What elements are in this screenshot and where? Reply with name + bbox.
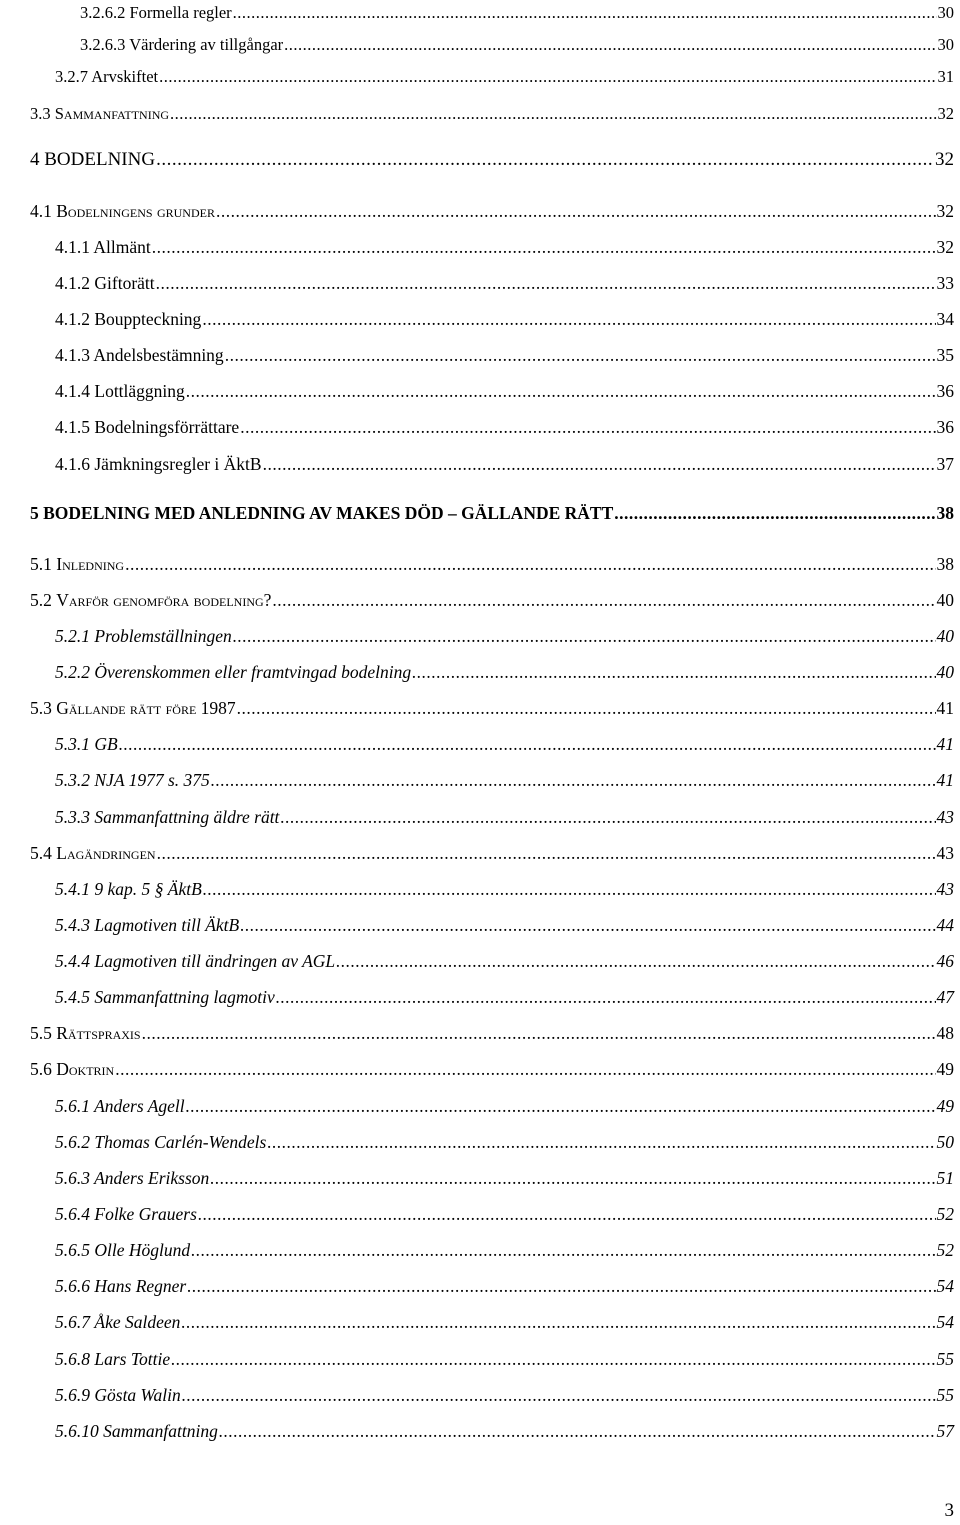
toc-page: 34	[936, 309, 954, 329]
toc-entry[interactable]	[55, 950, 954, 972]
leader-dots	[171, 1348, 935, 1370]
toc-number: 4.1.6	[55, 454, 90, 474]
toc-page: 32	[936, 237, 954, 257]
toc-number: 5.6.3	[55, 1168, 90, 1188]
leader-dots	[272, 589, 935, 611]
toc-page: 36	[936, 417, 954, 437]
leader-dots	[412, 661, 935, 683]
toc-title: Olle Höglund	[94, 1240, 191, 1260]
toc-number: 5.3.3	[55, 807, 90, 827]
toc-page: 55	[936, 1385, 954, 1405]
toc-page: 41	[936, 770, 954, 790]
toc-page: 33	[936, 273, 954, 293]
toc-entry[interactable]	[30, 1058, 954, 1080]
toc-number: 5.4.3	[55, 915, 90, 935]
toc-entry[interactable]	[55, 66, 954, 88]
toc-entry[interactable]	[55, 1311, 954, 1333]
toc-number: 5.6.4	[55, 1204, 90, 1224]
toc-number: 5.5	[30, 1023, 52, 1043]
toc-number: 5.6.5	[55, 1240, 90, 1260]
leader-dots	[152, 236, 936, 258]
leader-dots	[211, 769, 936, 791]
toc-title: Allmänt	[93, 237, 151, 257]
toc-page: 49	[936, 1059, 954, 1079]
toc-page: 50	[936, 1132, 954, 1152]
toc-entry[interactable]	[55, 1420, 954, 1442]
toc-page: 40	[936, 626, 954, 646]
toc-title: Arvskiftet	[91, 67, 159, 86]
leader-dots	[182, 1384, 936, 1406]
toc-page: 43	[936, 843, 954, 863]
toc-title: Thomas Carlén-Wendels	[94, 1132, 267, 1152]
toc-title: Lottläggning	[94, 381, 185, 401]
toc-page: 41	[936, 698, 954, 718]
page-number: 3	[944, 1500, 954, 1521]
leader-dots	[198, 1203, 936, 1225]
leader-dots	[186, 380, 936, 402]
toc-page: 37	[936, 454, 954, 474]
toc-title: Inledning	[56, 554, 125, 574]
leader-dots	[125, 553, 935, 575]
toc-entry[interactable]	[55, 1384, 954, 1406]
toc-number: 5.4	[30, 843, 52, 863]
toc-title: Gösta Walin	[94, 1385, 181, 1405]
toc-title: Bodelningens grunder	[56, 201, 215, 221]
toc-entry[interactable]	[55, 236, 954, 258]
toc-page: 46	[936, 951, 954, 971]
leader-dots	[614, 502, 935, 524]
toc-page: 32	[937, 104, 954, 123]
toc-entry[interactable]	[55, 1239, 954, 1261]
toc-page: 43	[936, 879, 954, 899]
toc-page: 57	[936, 1421, 954, 1441]
toc-page: 55	[936, 1349, 954, 1369]
toc-page: 32	[935, 149, 954, 170]
toc-entry[interactable]	[55, 914, 954, 936]
leader-dots	[191, 1239, 935, 1261]
toc-title: Rättspraxis	[56, 1023, 141, 1043]
toc-number: 5.4.4	[55, 951, 90, 971]
toc-number: 5.2	[30, 590, 52, 610]
leader-dots	[156, 272, 936, 294]
leader-dots	[187, 1275, 935, 1297]
toc-title: Formella regler	[129, 3, 232, 22]
toc-entry[interactable]	[80, 34, 954, 56]
toc-entry[interactable]	[30, 149, 954, 171]
toc-title: Gällande rätt före 1987	[56, 698, 236, 718]
toc-page: 51	[936, 1168, 954, 1188]
toc-number: 5.6.9	[55, 1385, 90, 1405]
toc-number: 5	[30, 503, 39, 523]
toc-title: Sammanfattning lagmotiv	[94, 987, 275, 1007]
toc-number: 5.3.1	[55, 734, 90, 754]
toc-entry[interactable]	[55, 625, 954, 647]
toc-page: 54	[936, 1312, 954, 1332]
toc-number: 5.6.2	[55, 1132, 90, 1152]
toc-title: NJA 1977 s. 375	[94, 770, 210, 790]
toc-number: 4.1.3	[55, 345, 90, 365]
toc-entry[interactable]	[30, 589, 954, 611]
leader-dots	[267, 1131, 935, 1153]
toc-entry[interactable]	[30, 502, 954, 524]
toc-title: Lars Tottie	[94, 1349, 171, 1369]
toc-number: 3.3	[30, 104, 51, 123]
leader-dots	[119, 733, 936, 755]
toc-title: Jämkningsregler i ÄktB	[94, 454, 262, 474]
toc-page: 41	[936, 734, 954, 754]
toc-page: 30	[937, 35, 954, 54]
toc-page: 43	[936, 807, 954, 827]
toc-title: 9 kap. 5 § ÄktB	[94, 879, 202, 899]
toc-page: 40	[936, 590, 954, 610]
leader-dots	[210, 1167, 935, 1189]
toc-entry[interactable]	[55, 1167, 954, 1189]
toc-entry[interactable]	[55, 806, 954, 828]
toc-page: 47	[936, 987, 954, 1007]
leader-dots	[203, 878, 936, 900]
toc-number: 3.2.6.3	[80, 35, 126, 54]
toc-number: 4.1.2	[55, 309, 90, 329]
toc-title: Bouppteckning	[94, 309, 202, 329]
toc-number: 4.1.1	[55, 237, 90, 257]
toc-page: 38	[936, 503, 954, 523]
toc-number: 5.6	[30, 1059, 52, 1079]
toc-number: 4	[30, 149, 40, 170]
toc-title: BODELNING MED ANLEDNING AV MAKES DÖD – GÄLLANDE RÄTT	[43, 503, 614, 523]
toc-entry[interactable]	[80, 2, 954, 24]
toc-number: 3.2.7	[55, 67, 88, 86]
toc-entry[interactable]	[30, 697, 954, 719]
leader-dots	[159, 66, 936, 88]
toc-title: Lagmotiven till ÄktB	[94, 915, 240, 935]
toc-number: 5.4.1	[55, 879, 90, 899]
toc-number: 4.1.5	[55, 417, 90, 437]
toc-number: 5.4.5	[55, 987, 90, 1007]
leader-dots	[233, 2, 937, 24]
toc-entry[interactable]	[30, 1022, 954, 1044]
toc-page: 48	[936, 1023, 954, 1043]
toc-entry[interactable]	[55, 986, 954, 1008]
leader-dots	[216, 200, 936, 222]
leader-dots	[284, 34, 936, 56]
toc-title: Hans Regner	[94, 1276, 187, 1296]
toc-entry[interactable]	[55, 1348, 954, 1370]
leader-dots	[156, 149, 934, 171]
toc-entry[interactable]	[55, 1275, 954, 1297]
leader-dots	[115, 1058, 935, 1080]
leader-dots	[240, 914, 935, 936]
toc-page: 54	[936, 1276, 954, 1296]
toc-title: Sammanfattning	[54, 104, 170, 123]
toc-title: Överenskommen eller framtvingad bodelning	[94, 662, 412, 682]
toc-entry[interactable]	[55, 308, 954, 330]
toc-title: Anders Agell	[94, 1096, 185, 1116]
toc-title: Problemställningen	[94, 626, 232, 646]
leader-dots	[186, 1095, 936, 1117]
toc-title: Giftorätt	[94, 273, 155, 293]
toc-entry[interactable]	[30, 103, 954, 125]
toc-number: 5.6.8	[55, 1349, 90, 1369]
toc-number: 5.3	[30, 698, 52, 718]
toc-entry[interactable]	[55, 380, 954, 402]
toc-entry[interactable]	[55, 416, 954, 438]
toc-page: 32	[936, 201, 954, 221]
toc-number: 5.2.1	[55, 626, 90, 646]
toc-title: Lagändringen	[56, 843, 156, 863]
toc-title: Värdering av tillgångar	[129, 35, 284, 54]
toc-number: 5.6.1	[55, 1096, 90, 1116]
toc-entry[interactable]	[55, 1203, 954, 1225]
toc-page: 38	[936, 554, 954, 574]
toc-number: 5.1	[30, 554, 52, 574]
leader-dots	[202, 308, 935, 330]
toc-number: 4.1	[30, 201, 52, 221]
toc-page: 35	[936, 345, 954, 365]
toc-entry[interactable]	[55, 769, 954, 791]
leader-dots	[181, 1311, 935, 1333]
toc-number: 5.2.2	[55, 662, 90, 682]
toc-page: 30	[937, 3, 954, 22]
leader-dots	[219, 1420, 936, 1442]
leader-dots	[240, 416, 935, 438]
toc-page: 31	[937, 67, 954, 86]
toc-number: 4.1.2	[55, 273, 90, 293]
toc-page: 36	[936, 381, 954, 401]
leader-dots	[170, 103, 936, 125]
toc-entry[interactable]	[30, 842, 954, 864]
toc-number: 3.2.6.2	[80, 3, 126, 22]
toc-entry[interactable]	[55, 272, 954, 294]
toc-title: Sammanfattning	[103, 1421, 218, 1441]
toc-title: Doktrin	[56, 1059, 115, 1079]
toc-title: Bodelningsförrättare	[94, 417, 240, 437]
toc-page: 40	[936, 662, 954, 682]
toc-page: 44	[936, 915, 954, 935]
leader-dots	[233, 625, 936, 647]
toc-title: BODELNING	[44, 149, 156, 170]
leader-dots	[276, 986, 936, 1008]
toc-title: Folke Grauers	[94, 1204, 197, 1224]
toc-number: 5.6.6	[55, 1276, 90, 1296]
toc-number: 5.6.10	[55, 1421, 99, 1441]
toc-entry[interactable]	[55, 733, 954, 755]
leader-dots	[336, 950, 935, 972]
toc-entry[interactable]	[55, 878, 954, 900]
toc-title: Sammanfattning äldre rätt	[94, 807, 280, 827]
toc-entry[interactable]	[55, 453, 954, 475]
leader-dots	[237, 697, 936, 719]
toc-title: Andelsbestämning	[93, 345, 224, 365]
toc-entry[interactable]	[30, 200, 954, 222]
leader-dots	[157, 842, 936, 864]
leader-dots	[263, 453, 936, 475]
toc-entry[interactable]	[55, 1095, 954, 1117]
toc-entry[interactable]	[30, 553, 954, 575]
leader-dots	[280, 806, 935, 828]
toc-title: Anders Eriksson	[94, 1168, 210, 1188]
toc-entry[interactable]	[55, 661, 954, 683]
toc-number: 5.6.7	[55, 1312, 90, 1332]
toc-title: Lagmotiven till ändringen av AGL	[94, 951, 336, 971]
leader-dots	[142, 1022, 936, 1044]
toc-title: Åke Saldeen	[94, 1312, 181, 1332]
toc-number: 4.1.4	[55, 381, 90, 401]
toc-number: 5.3.2	[55, 770, 90, 790]
toc-title: Varför genomföra bodelning?	[56, 590, 272, 610]
toc-title: GB	[94, 734, 118, 754]
toc-page: 52	[936, 1204, 954, 1224]
leader-dots	[225, 344, 936, 366]
toc-page: 49	[936, 1096, 954, 1116]
toc-entry[interactable]	[55, 1131, 954, 1153]
toc-entry[interactable]	[55, 344, 954, 366]
toc-page: 52	[936, 1240, 954, 1260]
